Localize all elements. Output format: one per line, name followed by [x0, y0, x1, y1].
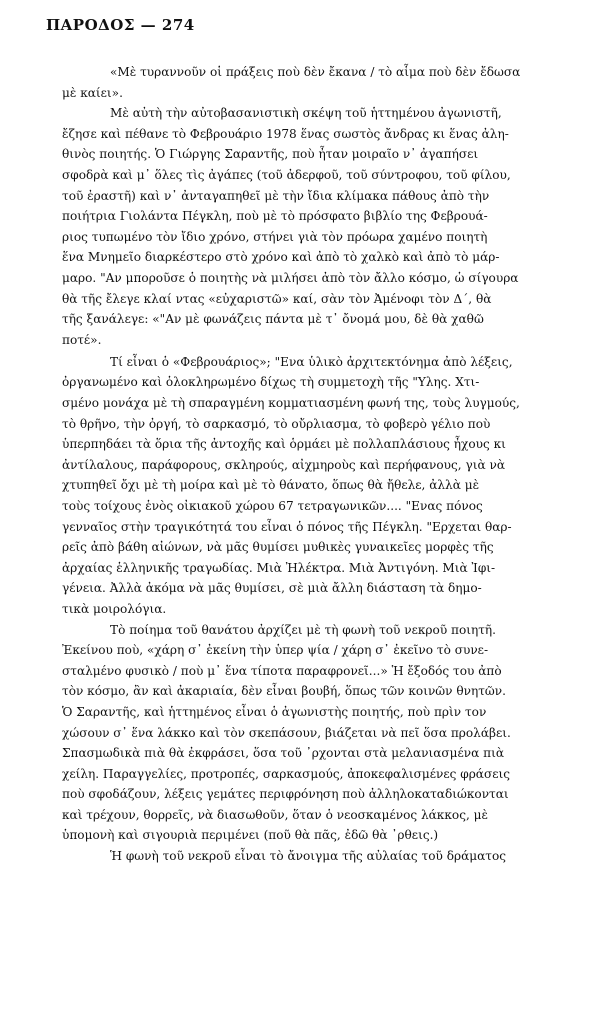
text-line: ρεῖς ἀπὸ βάθη αἰώνων, νὰ μᾶς θυμίσει μυθικὲς γυναικεῖες μορφὲς τῆς	[62, 540, 494, 555]
text-line: μαρο. "Αν μποροῦσε ὁ ποιητὴς νὰ μιλήσει ἀπὸ τὸν ἄλλο κόσμο, ὡ σίγουρα	[62, 270, 519, 285]
text-line: Σπασμωδικὰ πιὰ θὰ ἐκφράσει, ὅσα τοῦ ᾿ρχονται στὰ μελανιασμένα πιὰ	[62, 746, 505, 761]
text-line: τοῦ ἐραστῆ) καὶ ν᾿ ἀνταγαπηθεῖ μὲ τὴν ἴδια κλίμακα πάθους ἀπὸ τὴν	[62, 188, 490, 203]
running-head: ΠΑΡΟΔΟΣ — 274	[46, 16, 195, 34]
text-line: Ὁ Σαραντῆς, καὶ ἡττημένος εἶναι ὁ ἀγωνιστὴς ποιητής, ποὺ πρὶν τον	[62, 704, 487, 719]
text-line: χτυπηθεῖ ὄχι μὲ τὴ μοίρα καὶ μὲ τὸ θάνατο, ὅπως θὰ ἤθελε, ἀλλὰ μὲ	[62, 478, 480, 493]
text-line: Ἡ φωνὴ τοῦ νεκροῦ εἶναι τὸ ἄνοιγμα τῆς αὐλαίας τοῦ δράματος	[110, 849, 507, 864]
text-line: ὀργανωμένο καὶ ὁλοκληρωμένο δίχως τὴ συμμετοχὴ τῆς "Υλης. Χτι-	[62, 375, 480, 390]
text-line: μὲ καίει».	[62, 85, 123, 100]
text-line: σμένο μονάχα μὲ τὴ σπαραγμένη κομματιασμένη φωνή της, τοὺς λυγμούς,	[62, 396, 520, 410]
text-line: θὰ τῆς ἔλεγε κλαί ντας «εὐχαριστῶ» καί, σὰν τὸν Ἀμένοφι τὸν Δ΄, θὰ	[62, 291, 492, 306]
text-line: ριος τυπωμένο τὸν ἴδιο χρόνο, στήνει γιὰ τὸν πρόωρα χαμένο ποιητὴ	[62, 229, 488, 244]
text-line: τὸ θρῆνο, τὴν ὀργή, τὸ σαρκασμό, τὸ οὔρλιασμα, τὸ φοβερὸ γέλιο ποὺ	[62, 416, 491, 431]
text-line: ἔζησε καὶ πέθανε τὸ Φεβρουάριο 1978 ἕνας σωστὸς ἄνδρας κι ἕνας ἀλη-	[62, 126, 509, 141]
text-line: χώσουν σ᾿ ἕνα λάκκο καὶ τὸν σκεπάσουν, βιάζεται νὰ πεῖ ὅσα προλάβει.	[62, 725, 511, 740]
text-line: τὸν κόσμο, ἂν καὶ ἀκαριαία, δὲν εἶναι βουβή, ὅπως τῶν κοινῶν θνητῶν.	[62, 684, 506, 699]
text-line: τῆς ξανάλεγε: «"Αν μὲ φωνάζεις πάντα μὲ τ᾿ ὄνομά μου, δὲ θὰ χαθῶ	[62, 312, 484, 327]
body-text	[62, 62, 572, 867]
text-line: καὶ τρέχουν, θορρεῖς, νὰ διασωθοῦν, ὅταν ὁ νεοσκαμένος λάκκος, μὲ	[62, 807, 489, 822]
text-line: ἀρχαίας ἑλληνικῆς τραγωδίας. Μιὰ Ἠλέκτρα. Μιὰ Ἀντιγόνη. Μιὰ Ἰφι-	[62, 560, 496, 575]
text-line: Μὲ αὐτὴ τὴν αὐτοβασανιστικὴ σκέψη τοῦ ἡττημένου ἀγωνιστῆ,	[110, 106, 502, 121]
text-line: ἕνα Μνημεῖο διαρκέστερο στὸ χρόνο καὶ ἀπὸ τὸ χαλκὸ καὶ ἀπὸ τὸ μάρ-	[62, 250, 500, 265]
text-line: ποτέ».	[62, 332, 102, 347]
text-line: «Μὲ τυραννοῦν οἱ πράξεις ποὺ δὲν ἔκανα / τὸ αἷμα ποὺ δὲν ἔδωσα	[110, 65, 521, 79]
text-line: σφοδρὰ καὶ μ᾿ ὅλες τὶς ἀγάπες (τοῦ ἀδερφοῦ, τοῦ σύντροφου, τοῦ φίλου,	[62, 167, 511, 182]
text-line: ὑπομονὴ καὶ σιγουριὰ περιμένει (ποῦ θὰ πᾶς, ἐδῶ θὰ ᾿ρθεις.)	[62, 828, 439, 843]
text-line: θινὸς ποιητής. Ὁ Γιώργης Σαραντῆς, ποὺ ἦταν μοιραῖο ν᾿ ἀγαπήσει	[62, 147, 479, 162]
text-line: Ἐκείνου ποὺ, «χάρη σ᾿ ἐκείνη τὴν ὑπερ ψία / χάρη σ᾿ ἐκεῖνο τὸ συνε-	[62, 643, 489, 658]
text-line: ἀντίλαλους, παράφορους, σκληρούς, αἰχμηροὺς καὶ περήφανους, γιὰ νὰ	[62, 457, 505, 472]
text-line: ποὺ σφοδάζουν, λέξεις γεμάτες περιφρόνηση ποὺ ἀλληλοκαταδιώκονται	[62, 787, 509, 802]
text-line: σταλμένο φυσικὸ / ποὺ μ᾿ ἕνα τίποτα παραφρονεῖ...» Ἡ ἔξοδός του ἀπὸ	[62, 663, 502, 678]
text-line: τοὺς τοίχους ἑνὸς οἰκιακοῦ χώρου 67 τετραγωνικῶν.... "Ενας πόνος	[62, 498, 483, 513]
text-line: γενναῖος στὴν τραγικότητά του εἶναι ὁ πόνος τῆς Πέγκλη. "Ερχεται θαρ-	[62, 519, 512, 534]
text-line: ποιήτρια Γιολάντα Πέγκλη, ποὺ μὲ τὸ πρόσφατο βιβλίο της Φεβρουά-	[62, 209, 488, 224]
text-line: τικὰ μοιρολόγια.	[62, 601, 167, 616]
text-line: Τί εἶναι ὁ «Φεβρουάριος»; "Ενα ὑλικὸ ἀρχιτεκτόνημα ἀπὸ λέξεις,	[110, 354, 513, 369]
text-line: γένεια. Ἀλλὰ ἀκόμα νὰ μᾶς θυμίσει, σὲ μιὰ ἄλλη διάσταση τὰ δημο-	[62, 581, 482, 596]
text-line: χείλη. Παραγγελίες, προτροπές, σαρκασμούς, ἀποκεφαλισμένες φράσεις	[62, 766, 511, 781]
text-line: Τὸ ποίημα τοῦ θανάτου ἀρχίζει μὲ τὴ φωνὴ τοῦ νεκροῦ ποιητῆ.	[110, 622, 497, 637]
text-line: ὑπερπηδάει τὰ ὅρια τῆς ἀντοχῆς καὶ ὁρμάει μὲ πολλαπλάσιους ἦχους κι	[62, 437, 506, 452]
